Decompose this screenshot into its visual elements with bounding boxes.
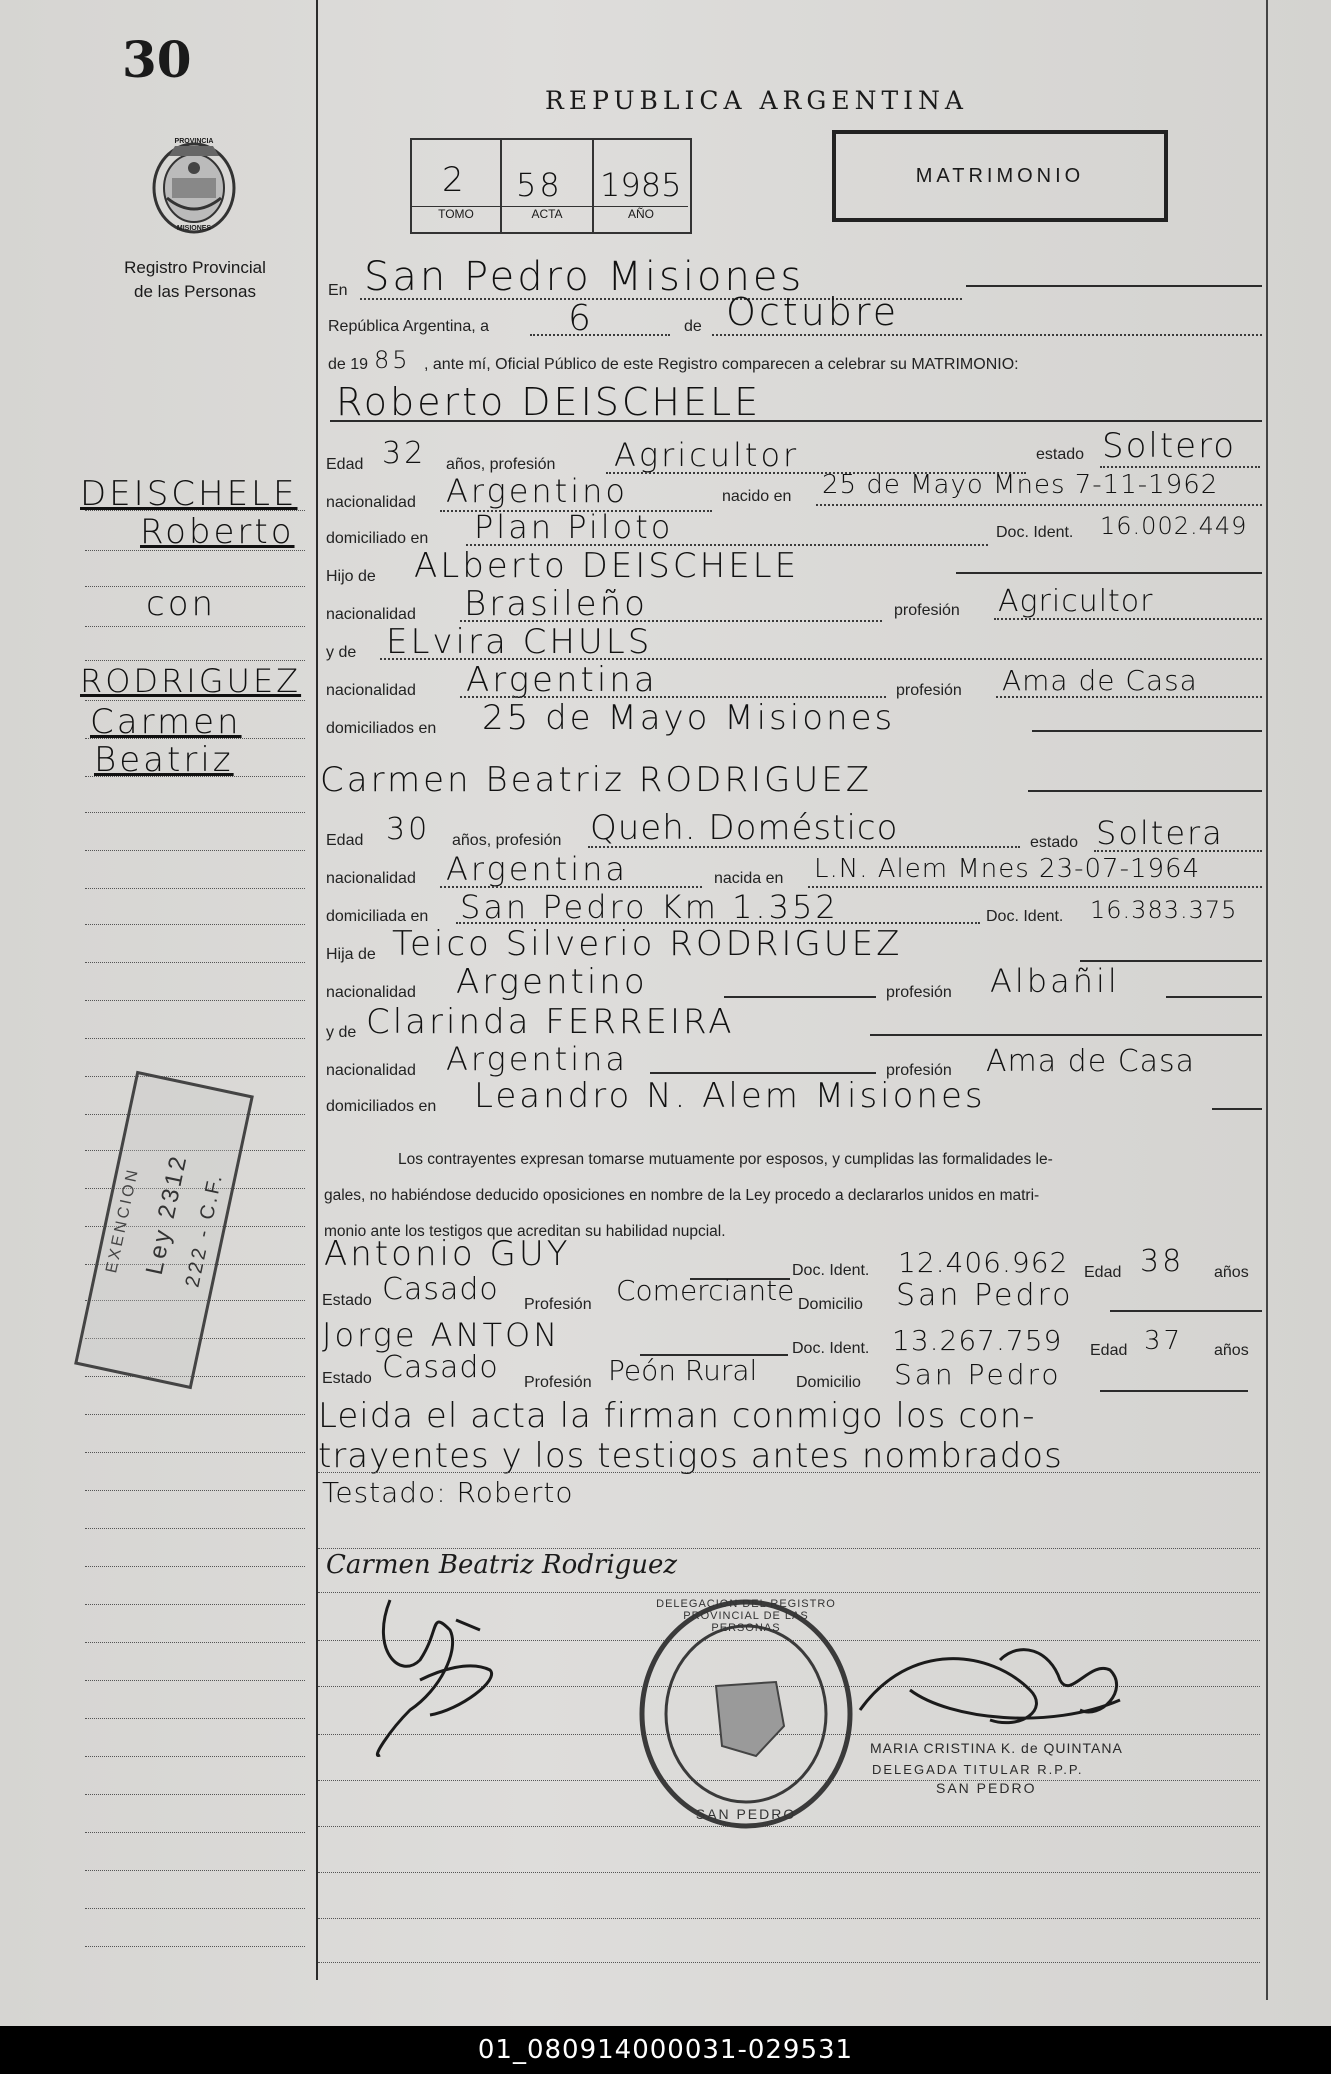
witness2-estado: Casado	[382, 1350, 499, 1385]
witness1-estado-label: Estado	[322, 1292, 372, 1309]
groom-parents-dom-label: domiciliados en	[326, 720, 437, 737]
groom-parents-dom: 25 de Mayo Misiones	[482, 698, 896, 738]
page-number: 30	[122, 30, 192, 89]
ruled-line	[318, 1548, 1260, 1549]
witness1-profesion-label: Profesión	[524, 1296, 592, 1313]
margin-line	[85, 1376, 305, 1377]
year-suffix: 85	[374, 346, 411, 374]
bride-estado-label: estado	[1030, 834, 1079, 851]
de-label: de	[684, 318, 702, 335]
declaration-line-2: gales, no habiéndose deducido oposiciones en nombre de la Ley procedo a declararlos unidos en matri-	[324, 1187, 1040, 1204]
official-name: MARIA CRISTINA K. de QUINTANA	[870, 1740, 1123, 1756]
margin-name-bride: Carmen	[90, 702, 242, 742]
witness2-edad-label: Edad	[1090, 1342, 1128, 1359]
margin-line	[85, 1038, 305, 1039]
bride-doc: 16.383.375	[1090, 896, 1238, 924]
margin-line	[85, 510, 305, 511]
groom-doc: 16.002.449	[1100, 512, 1248, 540]
margin-name-groom: Roberto	[140, 512, 295, 552]
margin-line	[85, 1566, 305, 1567]
bride-nationality: Argentina	[446, 850, 628, 888]
margin-line	[85, 1832, 305, 1833]
groom-anos-label: años, profesión	[446, 456, 556, 473]
witness2-domicile: San Pedro	[894, 1358, 1062, 1391]
margin-con: con	[146, 584, 217, 624]
place-line-end	[966, 285, 1262, 287]
margin-line	[85, 1908, 305, 1909]
round-seal-text: DELEGACION DEL REGISTRO PROVINCIAL DE LAS PERSONAS	[656, 1598, 836, 1634]
ruled-line	[318, 1918, 1260, 1919]
bride-nacionalidad-label: nacionalidad	[326, 870, 416, 887]
bride-estado: Soltera	[1096, 814, 1224, 852]
groom-mother-nat: Argentina	[466, 660, 658, 700]
ano-label: AÑO	[594, 206, 688, 221]
month-value: Octubre	[726, 290, 900, 334]
margin-surname-bride: RODRIGUEZ	[80, 662, 302, 700]
act-type-label: MATRIMONIO	[915, 165, 1085, 187]
margin-line	[85, 1528, 305, 1529]
groom-name: Roberto DEISCHELE	[336, 380, 762, 424]
republica-label: República Argentina, a	[328, 318, 489, 335]
bride-age: 30	[386, 812, 431, 847]
margin-line	[85, 1680, 305, 1681]
en-label: En	[328, 282, 348, 299]
closing-line-3: Testado: Roberto	[322, 1476, 574, 1509]
margin-line	[85, 1946, 305, 1947]
margin-line	[85, 1642, 305, 1643]
bride-father-prof: Albañil	[990, 962, 1120, 1000]
margin-middle-name-bride: Beatriz	[94, 740, 234, 780]
witness2-domicilio-label: Domicilio	[796, 1374, 861, 1391]
acta-label: ACTA	[502, 206, 592, 221]
bride-name-line	[1028, 790, 1262, 792]
bride-profession-line	[588, 846, 1020, 848]
groom-birth: 25 de Mayo Mnes 7-11-1962	[822, 470, 1219, 500]
bride-mother-prof: Ama de Casa	[986, 1044, 1196, 1079]
groom-signature-drawing	[360, 1590, 510, 1770]
bride-edad-label: Edad	[326, 832, 364, 849]
groom-father-nat-label: nacionalidad	[326, 606, 416, 623]
margin-line	[85, 586, 305, 587]
bride-parents-dom-label: domiciliados en	[326, 1098, 437, 1115]
witness1-anos-label: años	[1214, 1264, 1249, 1281]
bride-estado-line	[1094, 850, 1262, 852]
intro-statement: , ante mí, Oficial Público de este Registro comparecen a celebrar su MATRIMONIO:	[424, 356, 1019, 373]
witness1-profession: Comerciante	[616, 1274, 795, 1307]
witness1-age: 38	[1140, 1244, 1185, 1279]
margin-surname-groom: DEISCHELE	[80, 474, 298, 514]
margin-line	[85, 1076, 305, 1077]
witness1-domicile: San Pedro	[896, 1278, 1074, 1313]
round-seal-bottom: SAN PEDRO	[695, 1806, 797, 1822]
margin-line	[85, 550, 305, 551]
witness2-doc-label: Doc. Ident.	[792, 1340, 870, 1357]
margin-line	[85, 1870, 305, 1871]
closing-line-1: Leida el acta la firman conmigo los con-	[318, 1396, 1036, 1436]
official-title: DELEGADA TITULAR R.P.P.	[872, 1762, 1084, 1777]
witness2-name: Jorge ANTON	[322, 1316, 561, 1354]
bride-profession: Queh. Doméstico	[590, 808, 899, 848]
groom-doc-label: Doc. Ident.	[996, 524, 1074, 541]
bride-father-prof-label: profesión	[886, 984, 952, 1001]
declaration-line-1: Los contrayentes expresan tomarse mutuamente por esposos, y cumplidas las formalidades le-	[398, 1151, 1053, 1168]
bride-domiciliada-label: domiciliada en	[326, 908, 429, 925]
registry-line-2: de las Personas	[134, 282, 256, 301]
bride-father-nat: Argentino	[456, 962, 648, 1002]
groom-edad-label: Edad	[326, 456, 364, 473]
groom-yde-label: y de	[326, 644, 357, 661]
stamp-ley: Ley 2312	[140, 1151, 193, 1278]
witness2-age: 37	[1144, 1326, 1184, 1356]
bride-birth-line	[808, 886, 1262, 888]
day-line	[530, 334, 670, 336]
ano-value: 1985	[600, 166, 682, 204]
witness2-doc: 13.267.759	[892, 1324, 1063, 1357]
declaration-line-3: monio ante los testigos que acreditan su habilidad nupcial.	[324, 1223, 726, 1240]
closing-line-2: trayentes y los testigos antes nombrados	[318, 1436, 1063, 1476]
bride-birth: L.N. Alem Mnes 23-07-1964	[814, 854, 1201, 884]
margin-line	[85, 738, 305, 739]
bride-hija-label: Hija de	[326, 946, 376, 963]
groom-father-prof: Agricultor	[998, 584, 1154, 619]
bride-domicile: San Pedro Km 1.352	[460, 888, 839, 926]
margin-line	[85, 1756, 305, 1757]
margin-line	[85, 1794, 305, 1795]
witness1-estado: Casado	[382, 1272, 499, 1307]
witness2-anos-label: años	[1214, 1342, 1249, 1359]
groom-estado-line	[1100, 466, 1260, 468]
tomo-cell	[412, 140, 502, 232]
groom-father: ALberto DEISCHELE	[414, 546, 800, 586]
official-signature-drawing	[850, 1630, 1140, 1750]
margin-line	[85, 660, 305, 661]
groom-mother: ELvira CHULS	[386, 622, 653, 662]
bride-mother-nat-label: nacionalidad	[326, 1062, 416, 1079]
stamp-exencion: EXENCION	[103, 1165, 143, 1275]
witness2-estado-label: Estado	[322, 1370, 372, 1387]
witness2-profession: Peón Rural	[608, 1354, 758, 1387]
exemption-stamp	[74, 1071, 254, 1389]
year-prefix: de 19	[328, 356, 369, 373]
groom-father-prof-line	[994, 618, 1262, 620]
tomo-value: 2	[442, 160, 467, 200]
right-border-line	[1266, 0, 1268, 2000]
ano-cell	[594, 140, 688, 232]
groom-domicile: Plan Piloto	[474, 508, 674, 546]
groom-father-prof-label: profesión	[894, 602, 960, 619]
groom-age: 32	[382, 436, 427, 471]
bride-mother-line	[870, 1034, 1262, 1036]
margin-line	[85, 1452, 305, 1453]
bride-nacida-label: nacida en	[714, 870, 784, 887]
margin-line	[85, 1490, 305, 1491]
witness1-edad-label: Edad	[1084, 1264, 1122, 1281]
bride-doc-label: Doc. Ident.	[986, 908, 1064, 925]
witness1-name: Antonio GUY	[324, 1234, 571, 1274]
margin-divider-line	[316, 0, 318, 1980]
witness1-doc-label: Doc. Ident.	[792, 1262, 870, 1279]
margin-line	[85, 1000, 305, 1001]
margin-line	[85, 1414, 305, 1415]
bride-father: Teico Silverio RODRIGUEZ	[392, 924, 903, 964]
bride-father-nat-line	[724, 996, 876, 998]
groom-domiciliado-label: domiciliado en	[326, 530, 429, 547]
groom-nationality: Argentino	[446, 472, 628, 510]
witness1-domicilio-label: Domicilio	[798, 1296, 863, 1313]
groom-profession: Agricultor	[614, 436, 800, 474]
margin-line	[85, 700, 305, 701]
bride-father-prof-line	[1166, 996, 1262, 998]
bride-yde-label: y de	[326, 1024, 357, 1041]
bride-mother-nat: Argentina	[446, 1040, 628, 1078]
bride-mother-prof-label: profesión	[886, 1062, 952, 1079]
ruled-line	[318, 1962, 1260, 1963]
official-place: SAN PEDRO	[936, 1780, 1037, 1796]
scan-id-footer: 01_080914000031-029531	[0, 2026, 1331, 2074]
groom-parents-dom-line	[1032, 730, 1262, 732]
groom-father-line	[956, 572, 1262, 574]
groom-hijo-label: Hijo de	[326, 568, 376, 585]
witness2-profesion-label: Profesión	[524, 1374, 592, 1391]
margin-line	[85, 1718, 305, 1719]
bride-signature: Carmen Beatriz Rodriguez	[326, 1550, 678, 1580]
seal-text-top: PROVINCIA	[174, 138, 214, 145]
groom-nacido-label: nacido en	[722, 488, 792, 505]
witness1-doc: 12.406.962	[898, 1246, 1069, 1279]
groom-father-nat: Brasileño	[464, 584, 648, 624]
groom-mother-prof-label: profesión	[896, 682, 962, 699]
bride-parents-dom-line	[1212, 1108, 1262, 1110]
acta-value: 58	[516, 166, 563, 204]
ruled-line	[318, 1472, 1260, 1473]
margin-line	[85, 962, 305, 963]
bride-parents-dom: Leandro N. Alem Misiones	[474, 1076, 986, 1116]
day-value: 6	[568, 298, 594, 339]
country-heading: REPUBLICA ARGENTINA	[545, 86, 968, 115]
margin-line	[85, 888, 305, 889]
stamp-cf: 222 - C.F.	[181, 1170, 228, 1290]
seal-text-bottom: MISIONES	[176, 225, 212, 232]
bride-mother-nat-line	[650, 1072, 876, 1074]
groom-nacionalidad-label: nacionalidad	[326, 494, 416, 511]
witness2-domicile-line	[1100, 1390, 1248, 1392]
month-line	[712, 334, 1262, 336]
groom-mother-prof: Ama de Casa	[1002, 664, 1198, 697]
bride-anos-label: años, profesión	[452, 832, 562, 849]
margin-line	[85, 776, 305, 777]
groom-mother-prof-line	[996, 696, 1262, 698]
margin-line	[85, 812, 305, 813]
tomo-acta-ano-box	[410, 138, 692, 234]
margin-line	[85, 1604, 305, 1605]
place-value: San Pedro Misiones	[364, 254, 805, 300]
groom-mother-nat-label: nacionalidad	[326, 682, 416, 699]
registry-name	[100, 256, 290, 304]
groom-birth-line	[816, 504, 1262, 506]
margin-line	[85, 924, 305, 925]
tomo-label: TOMO	[412, 206, 500, 221]
groom-estado-label: estado	[1036, 446, 1085, 463]
bride-father-nat-label: nacionalidad	[326, 984, 416, 1001]
act-type-box	[832, 130, 1168, 222]
margin-line	[85, 626, 305, 627]
bride-name: Carmen Beatriz RODRIGUEZ	[320, 760, 873, 800]
groom-name-line	[330, 420, 1262, 422]
registry-line-1: Registro Provincial	[124, 258, 266, 277]
ruled-line	[318, 1872, 1260, 1873]
margin-line	[85, 850, 305, 851]
witness1-domicile-line	[1110, 1310, 1262, 1312]
acta-cell	[502, 140, 594, 232]
bride-mother: Clarinda FERREIRA	[366, 1002, 735, 1042]
groom-estado: Soltero	[1102, 426, 1237, 466]
